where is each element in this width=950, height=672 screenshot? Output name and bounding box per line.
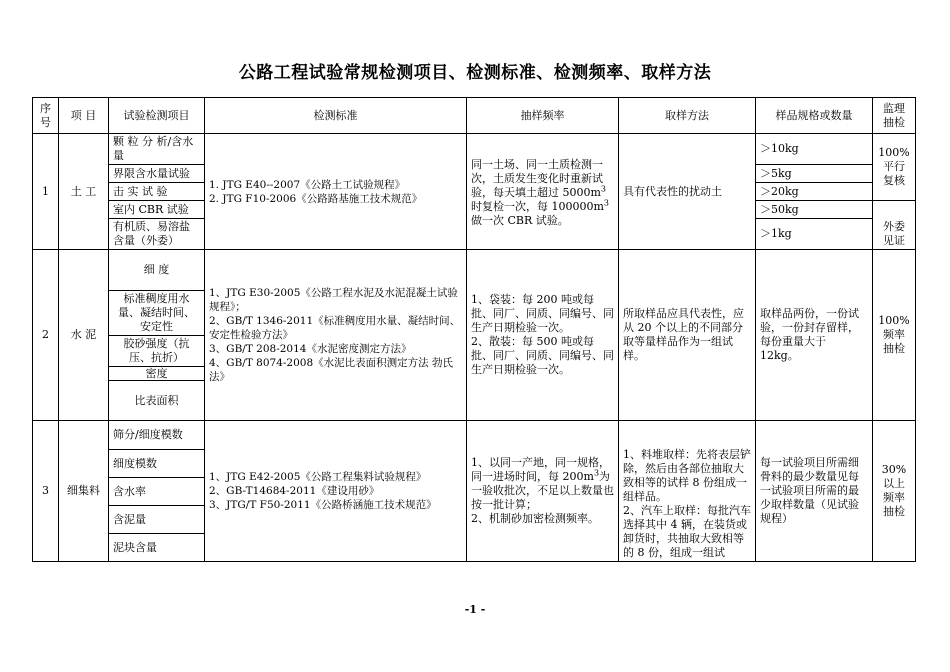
test-item-cell: 密度 (109, 367, 205, 381)
header-quantity: 样品规格或数量 (756, 98, 873, 134)
supervision-cell (873, 134, 916, 201)
test-item-cell: 比表面积 (109, 381, 205, 421)
header-row (33, 98, 916, 134)
header-test-item: 试验检测项目 (109, 98, 205, 134)
test-item-cell: 界限含水量试验 (109, 165, 205, 183)
header-item: 项 目 (59, 98, 109, 134)
inspection-table (32, 97, 916, 562)
page-number: -1 - (464, 603, 486, 616)
table-row (33, 134, 916, 165)
frequency-text: 1、袋装：每 200 吨或每批、同厂、同质、同编号、同生产日期检验一次。 2、散装：每 500 吨或每批、同厂、同质、同编号、同生产日期检验一次。 (471, 293, 614, 376)
table-row (33, 250, 916, 291)
frequency-cell (467, 421, 619, 562)
frequency-text: 1、以同一产地，同一规格，同一进场时间，每 200m (471, 456, 610, 483)
standard-cell (205, 250, 467, 421)
header-supervision (873, 98, 916, 134)
header-frequency: 抽样频率 (467, 98, 619, 134)
supervision-cell (873, 250, 916, 421)
page-title: 公路工程试验常规检测项目、检测标准、检测频率、取样方法 (238, 63, 712, 83)
test-item-cell: 含泥量 (109, 506, 205, 534)
test-item-cell: 室内 CBR 试验 (109, 201, 205, 219)
header-method: 取样方法 (619, 98, 756, 134)
header-seq (33, 98, 59, 134)
test-item-cell: 颗 粒 分 析/含水量 (109, 134, 205, 165)
supervision-text: 30% 以上 频率 抽检 (881, 463, 907, 518)
standard-text: 1、JTG E30-2005《公路工程水泥及水泥混凝土试验规程》； 2、GB/T 1346-2011《标准稠度用水量、凝结时间、安定性检验方法》 3、GB/T 208-2014《水泥密度测定方法》 4、GB/T 8074-2008《水泥比表面积测定方法 勃氏法》 (209, 287, 461, 383)
standard-cell (205, 421, 467, 562)
row-item: 水 泥 (59, 250, 109, 421)
test-item-cell: 筛分/细度模数 (109, 421, 205, 450)
frequency-text: 同一土场、同一土质检测一次，土质发生变化时重新试验，每天填土超过 5000m (471, 158, 603, 199)
method-cell: 所取样品应具代表性，应从 20 个以上的不同部分取等量样品作为一组试样。 (619, 250, 756, 421)
row-item: 土 工 (59, 134, 109, 250)
standard-text: 1. JTG E40--2007《公路土工试验规程》 2. JTG F10-2006《公路路基施工技术规范》 (209, 178, 423, 205)
frequency-cell (467, 134, 619, 250)
header-seq-text: 序 号 (40, 101, 51, 129)
superscript: 3 (600, 184, 607, 194)
test-item-cell: 细度模数 (109, 450, 205, 478)
method-text: 1、料堆取样：先将表层铲除，然后由各部位抽取大致相等的试样 8 份组成一组样品。 2、汽车上取样：每批汽车选择其中 4 辆，在装货或卸货时，共抽取大致相等的 8 份，组成一组试 (623, 448, 751, 559)
frequency-text: 为一验收批次，不足以上数量也按一批计算； 2、机制砂加密检测频率。 (471, 470, 614, 525)
method-cell (619, 421, 756, 562)
quantity-cell: ＞1kg (756, 219, 873, 250)
row-seq: 1 (33, 134, 59, 250)
supervision-text: 外委 见证 (883, 220, 905, 247)
quantity-cell: 每一试验项目所需细骨料的最少数量见每一试验项目所需的最少取样数量（见试验规程） (756, 421, 873, 562)
test-item-cell: 细 度 (109, 250, 205, 291)
quantity-cell: ＞5kg (756, 165, 873, 183)
test-item-cell: 有机质、易溶盐含量（外委） (109, 219, 205, 250)
row-seq: 3 (33, 421, 59, 562)
standard-text: 1、JTG E42-2005《公路工程集料试验规程》 2、GB-T14684-2011《建设用砂》 3、JTG/T F50-2011《公路桥涵施工技术规范》 (209, 471, 437, 511)
test-item-cell: 击 实 试 验 (109, 183, 205, 201)
superscript: 3 (593, 468, 600, 478)
test-item-cell: 标准稠度用水量、凝结时间、安定性 (109, 291, 205, 336)
test-item-cell: 胶砂强度（抗压、抗折） (109, 336, 205, 367)
supervision-text: 100% 平行 复核 (878, 146, 910, 187)
quantity-cell: 取样品两份，一份试验，一份封存留样，每份重量大于 12kg。 (756, 250, 873, 421)
supervision-cell (873, 201, 916, 250)
frequency-text: 做一次 CBR 试验。 (471, 214, 569, 227)
quantity-cell: ＞20kg (756, 183, 873, 201)
row-item: 细集料 (59, 421, 109, 562)
frequency-cell (467, 250, 619, 421)
frequency-text: 时复检一次，每 100000m (471, 200, 604, 213)
header-supervision-text: 监理 抽检 (883, 101, 905, 129)
header-standard: 检测标准 (205, 98, 467, 134)
test-item-cell: 泥块含量 (109, 534, 205, 562)
supervision-text: 100% 频率 抽检 (878, 314, 910, 355)
test-item-cell: 含水率 (109, 478, 205, 506)
superscript: 3 (603, 198, 610, 208)
quantity-cell: ＞10kg (756, 134, 873, 165)
standard-cell (205, 134, 467, 250)
supervision-cell (873, 421, 916, 562)
method-cell: 具有代表性的扰动土 (619, 134, 756, 250)
row-seq: 2 (33, 250, 59, 421)
quantity-cell: ＞50kg (756, 201, 873, 219)
table-row (33, 421, 916, 450)
